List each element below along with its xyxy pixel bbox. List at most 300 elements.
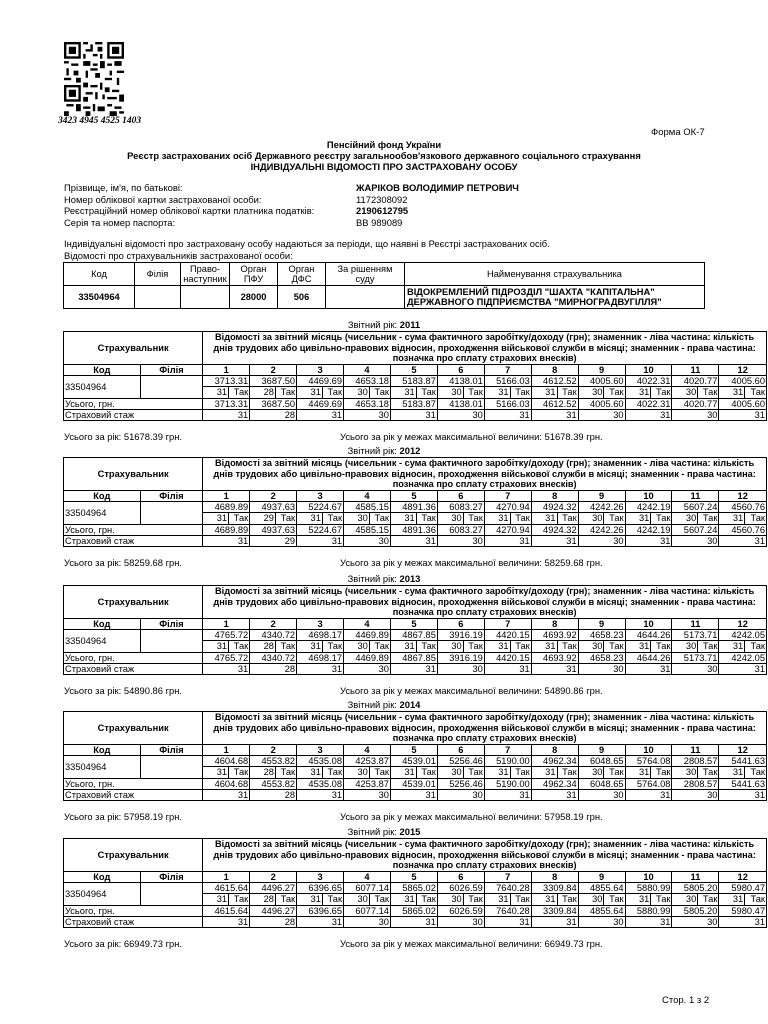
- year-total-value: 58259.68 грн.: [123, 557, 182, 568]
- month-stazh: 30: [437, 916, 484, 927]
- month-stazh: 30: [578, 409, 625, 420]
- month-header: 3: [297, 619, 344, 630]
- month-days: 29: [250, 513, 276, 524]
- month-sum: 5166.03: [484, 376, 531, 387]
- month-paid: Так: [275, 387, 296, 398]
- month-total: 5256.46: [437, 778, 484, 789]
- year-table: [63, 838, 767, 928]
- month-header: 9: [578, 491, 625, 502]
- month-days: 31: [625, 894, 651, 905]
- year-total-max-value: 57958.19 грн.: [544, 811, 603, 822]
- month-header: 5: [390, 872, 437, 883]
- month-days: 30: [437, 767, 463, 778]
- month-paid: Так: [369, 894, 390, 905]
- stazh-label: Страховий стаж: [64, 916, 203, 927]
- month-stazh: 31: [390, 916, 437, 927]
- month-days: 28: [250, 767, 276, 778]
- month-paid: Так: [698, 513, 719, 524]
- person-value: ВВ 989089: [356, 216, 403, 228]
- month-total: 4937.63: [250, 524, 297, 535]
- month-paid: Так: [510, 641, 531, 652]
- month-days: 31: [390, 767, 416, 778]
- month-days: 30: [578, 387, 604, 398]
- month-header: 1: [203, 365, 250, 376]
- month-sum: 4022.31: [625, 376, 672, 387]
- month-sum: 4585.15: [344, 502, 391, 513]
- insurer-header-row: [64, 263, 705, 286]
- month-total: 4962.34: [531, 778, 578, 789]
- month-stazh: 31: [297, 409, 344, 420]
- month-sum: 5173.71: [672, 630, 719, 641]
- month-total: 4496.27: [250, 905, 297, 916]
- month-sum: 5183.87: [390, 376, 437, 387]
- month-paid: Так: [416, 894, 437, 905]
- month-total: 4644.26: [625, 652, 672, 663]
- month-paid: Так: [416, 513, 437, 524]
- month-stazh: 31: [484, 916, 531, 927]
- month-stazh: 30: [578, 916, 625, 927]
- month-days: 31: [484, 767, 510, 778]
- month-stazh: 31: [484, 663, 531, 674]
- insurer-branch: [140, 756, 203, 778]
- month-days: 31: [484, 641, 510, 652]
- month-paid: Так: [745, 387, 767, 398]
- year-value: 2012: [399, 445, 421, 456]
- code-header: Код: [64, 365, 141, 376]
- page-number: Стор. 1 з 2: [662, 995, 710, 1006]
- info-header: Відомості за звітний місяць (чисельник - сума фактичного заробітку/доходу (грн); знаменник - ліва частина: кількість днів трудових або цивільно-правових відносин, проходження військової служби в місяці; знаменник - права частина: позначка про сплату страхових внесків): [203, 458, 767, 491]
- month-sum: 4612.52: [531, 376, 578, 387]
- month-sum: 4469.69: [297, 376, 344, 387]
- month-sum: 4553.82: [250, 756, 297, 767]
- code-header: Код: [64, 745, 141, 756]
- month-stazh: 31: [531, 916, 578, 927]
- month-days: 30: [437, 894, 463, 905]
- month-stazh: 30: [672, 535, 719, 546]
- month-days: 31: [390, 387, 416, 398]
- month-paid: Так: [275, 513, 296, 524]
- month-header: 8: [531, 365, 578, 376]
- month-paid: Так: [369, 641, 390, 652]
- month-days: 30: [672, 641, 698, 652]
- year-table: [63, 457, 767, 547]
- month-header: 1: [203, 619, 250, 630]
- month-paid: Так: [510, 387, 531, 398]
- qr-code: [64, 42, 124, 116]
- month-stazh: 30: [578, 789, 625, 800]
- month-paid: Так: [322, 767, 343, 778]
- month-days: 31: [719, 513, 745, 524]
- month-stazh: 28: [250, 409, 297, 420]
- month-stazh: 31: [625, 535, 672, 546]
- month-sum: 6396.65: [297, 883, 344, 894]
- stazh-label: Страховий стаж: [64, 789, 203, 800]
- month-sum: 4005.60: [719, 376, 767, 387]
- month-paid: Так: [698, 894, 719, 905]
- stazh-label: Страховий стаж: [64, 409, 203, 420]
- month-paid: Так: [463, 513, 484, 524]
- month-total: 4698.17: [297, 652, 344, 663]
- insurer-header: Страхувальник: [64, 332, 203, 365]
- month-paid: Так: [604, 387, 625, 398]
- month-days: 30: [344, 387, 370, 398]
- month-header: 4: [344, 872, 391, 883]
- code-header: Код: [64, 619, 141, 630]
- month-header: 10: [625, 872, 672, 883]
- month-stazh: 31: [719, 663, 767, 674]
- month-total: 4005.60: [719, 398, 767, 409]
- month-stazh: 30: [437, 663, 484, 674]
- month-stazh: 30: [578, 663, 625, 674]
- month-days: 31: [203, 894, 229, 905]
- month-days: 31: [297, 894, 323, 905]
- month-stazh: 31: [484, 789, 531, 800]
- month-sum: 4653.18: [344, 376, 391, 387]
- month-days: 28: [250, 894, 276, 905]
- insurer-branch: [135, 286, 181, 309]
- month-sum: 5805.20: [672, 883, 719, 894]
- month-sum: 5607.24: [672, 502, 719, 513]
- year-total-line: [64, 939, 182, 950]
- insurer-header-cell: Орган ДФС: [278, 263, 326, 286]
- month-sum: 4020.77: [672, 376, 719, 387]
- month-header: 1: [203, 491, 250, 502]
- insurer-code: 33504964: [64, 630, 141, 652]
- month-sum: 4496.27: [250, 883, 297, 894]
- month-stazh: 30: [344, 789, 391, 800]
- month-total: 5441.63: [719, 778, 767, 789]
- month-total: 4653.18: [344, 398, 391, 409]
- month-total: 4420.15: [484, 652, 531, 663]
- month-days: 30: [437, 641, 463, 652]
- month-paid: Так: [510, 513, 531, 524]
- month-stazh: 31: [390, 663, 437, 674]
- month-sum: 4604.68: [203, 756, 250, 767]
- month-total: 3309.84: [531, 905, 578, 916]
- month-sum: 4891.36: [390, 502, 437, 513]
- person-value: ЖАРІКОВ ВОЛОДИМИР ПЕТРОВИЧ: [356, 182, 519, 193]
- month-total: 6077.14: [344, 905, 391, 916]
- insurer-header-cell: За рішенням суду: [326, 263, 405, 286]
- month-sum: 5764.08: [625, 756, 672, 767]
- month-total: 4242.05: [719, 652, 767, 663]
- month-days: 31: [531, 767, 557, 778]
- month-header: 6: [437, 745, 484, 756]
- month-header: 4: [344, 491, 391, 502]
- month-sum: 4340.72: [250, 630, 297, 641]
- person-value: 1172308092: [356, 193, 408, 205]
- year-total-max-line: [340, 432, 603, 443]
- month-paid: Так: [229, 513, 250, 524]
- month-paid: Так: [369, 767, 390, 778]
- insurer-header: Страхувальник: [64, 839, 203, 872]
- month-paid: Так: [651, 767, 672, 778]
- year-table: [63, 711, 767, 801]
- note-periods: Індивідуальні відомості про застраховану особу надаються за періоди, що наявні в Реєстрі застрахованих осіб.: [64, 238, 550, 249]
- insurer-code: 33504964: [64, 883, 141, 905]
- insurer-row: [64, 286, 705, 309]
- month-sum: 4689.89: [203, 502, 250, 513]
- month-days: 31: [625, 767, 651, 778]
- year-total-line: [64, 812, 182, 823]
- month-header: 2: [250, 491, 297, 502]
- month-total: 4765.72: [203, 652, 250, 663]
- month-header: 7: [484, 365, 531, 376]
- month-header: 8: [531, 619, 578, 630]
- total-label: Усього, грн.: [64, 778, 203, 789]
- month-sum: 5865.02: [390, 883, 437, 894]
- month-total: 6026.59: [437, 905, 484, 916]
- month-days: 30: [437, 387, 463, 398]
- month-stazh: 30: [672, 409, 719, 420]
- month-header: 2: [250, 365, 297, 376]
- year-total-max-label: Усього за рік у межах максимальної величини:: [340, 938, 542, 949]
- month-paid: Так: [369, 387, 390, 398]
- year-table: [63, 585, 767, 675]
- year-value: 2014: [399, 699, 421, 710]
- month-paid: Так: [604, 767, 625, 778]
- month-stazh: 31: [203, 535, 250, 546]
- insurer-dfs: 506: [278, 286, 326, 309]
- month-days: 31: [625, 641, 651, 652]
- insurer-code: 33504964: [64, 286, 135, 309]
- month-sum: 6048.65: [578, 756, 625, 767]
- month-total: 4005.60: [578, 398, 625, 409]
- year-total-max-value: 54890.86 грн.: [544, 685, 603, 696]
- month-days: 30: [344, 894, 370, 905]
- month-total: 5173.71: [672, 652, 719, 663]
- month-sum: 4855.64: [578, 883, 625, 894]
- year-total-max-line: [340, 686, 603, 697]
- month-total: 4242.26: [578, 524, 625, 535]
- insurer-branch: [140, 630, 203, 652]
- month-header: 12: [719, 619, 767, 630]
- month-stazh: 31: [625, 409, 672, 420]
- month-sum: 2808.57: [672, 756, 719, 767]
- month-stazh: 30: [672, 916, 719, 927]
- month-total: 4867.85: [390, 652, 437, 663]
- total-label: Усього, грн.: [64, 652, 203, 663]
- code-header: Код: [64, 872, 141, 883]
- insurer-header: Страхувальник: [64, 458, 203, 491]
- year-title: [0, 446, 768, 457]
- month-header: 9: [578, 619, 625, 630]
- month-stazh: 31: [719, 789, 767, 800]
- month-days: 31: [531, 641, 557, 652]
- month-paid: Так: [745, 894, 767, 905]
- month-stazh: 30: [437, 789, 484, 800]
- month-header: 2: [250, 872, 297, 883]
- month-total: 3916.19: [437, 652, 484, 663]
- insurer-header-cell: Філія: [135, 263, 181, 286]
- month-days: 31: [390, 894, 416, 905]
- month-header: 8: [531, 745, 578, 756]
- month-sum: 4005.60: [578, 376, 625, 387]
- year-total-max-line: [340, 812, 603, 823]
- month-total: 4553.82: [250, 778, 297, 789]
- year-total-max-line: [340, 558, 603, 569]
- month-header: 3: [297, 872, 344, 883]
- month-days: 30: [672, 387, 698, 398]
- month-paid: Так: [275, 767, 296, 778]
- month-paid: Так: [463, 894, 484, 905]
- month-header: 10: [625, 619, 672, 630]
- month-stazh: 31: [625, 663, 672, 674]
- month-header: 12: [719, 872, 767, 883]
- month-days: 31: [484, 513, 510, 524]
- month-stazh: 28: [250, 916, 297, 927]
- month-sum: 3713.31: [203, 376, 250, 387]
- insurer-code: 33504964: [64, 756, 141, 778]
- month-total: 4469.89: [344, 652, 391, 663]
- month-days: 30: [344, 641, 370, 652]
- month-sum: 4535.08: [297, 756, 344, 767]
- month-days: 28: [250, 641, 276, 652]
- month-sum: 4270.94: [484, 502, 531, 513]
- month-total: 4689.89: [203, 524, 250, 535]
- month-sum: 4242.05: [719, 630, 767, 641]
- month-days: 30: [437, 513, 463, 524]
- month-total: 4891.36: [390, 524, 437, 535]
- month-header: 6: [437, 365, 484, 376]
- month-header: 12: [719, 491, 767, 502]
- month-paid: Так: [463, 387, 484, 398]
- month-stazh: 31: [531, 663, 578, 674]
- info-header: Відомості за звітний місяць (чисельник - сума фактичного заробітку/доходу (грн); знаменник - ліва частина: кількість днів трудових або цивільно-правових відносин, проходження військової служби в місяці; знаменник - права частина: позначка про сплату страхових внесків): [203, 839, 767, 872]
- month-days: 28: [250, 387, 276, 398]
- month-paid: Так: [416, 641, 437, 652]
- insurer-header: Страхувальник: [64, 712, 203, 745]
- year-total-value: 57958.19 грн.: [123, 811, 182, 822]
- stazh-label: Страховий стаж: [64, 663, 203, 674]
- person-label: Серія та номер паспорта:: [64, 216, 176, 228]
- total-label: Усього, грн.: [64, 905, 203, 916]
- month-total: 5166.03: [484, 398, 531, 409]
- person-value: 2190612795: [356, 205, 409, 216]
- year-total-value: 66949.73 грн.: [123, 938, 182, 949]
- month-header: 8: [531, 872, 578, 883]
- month-paid: Так: [698, 767, 719, 778]
- month-stazh: 31: [390, 535, 437, 546]
- month-total: 4658.23: [578, 652, 625, 663]
- month-paid: Так: [229, 767, 250, 778]
- month-days: 30: [672, 513, 698, 524]
- month-paid: Так: [698, 641, 719, 652]
- month-sum: 4867.85: [390, 630, 437, 641]
- person-label: Реєстраційний номер облікової картки платника податків:: [64, 205, 315, 216]
- year-total-label: Усього за рік:: [64, 685, 122, 696]
- month-sum: 4937.63: [250, 502, 297, 513]
- year-total-max-label: Усього за рік у межах максимальної величини:: [340, 431, 542, 442]
- year-prefix: Звітний рік:: [347, 319, 398, 330]
- month-total: 5980.47: [719, 905, 767, 916]
- insurer-header: Страхувальник: [64, 586, 203, 619]
- month-total: 5224.67: [297, 524, 344, 535]
- month-total: 4469.69: [297, 398, 344, 409]
- month-header: 5: [390, 745, 437, 756]
- branch-header: Філія: [140, 365, 203, 376]
- month-header: 10: [625, 365, 672, 376]
- month-stazh: 30: [672, 663, 719, 674]
- month-header: 9: [578, 365, 625, 376]
- month-header: 8: [531, 491, 578, 502]
- month-stazh: 30: [344, 409, 391, 420]
- person-label: Номер облікової картки застрахованої особи:: [64, 193, 262, 205]
- month-total: 4539.01: [390, 778, 437, 789]
- month-paid: Так: [698, 387, 719, 398]
- person-info: [64, 183, 704, 229]
- note-insurers: Відомості про страхувальників застрахованої особи:: [64, 250, 293, 261]
- month-days: 31: [531, 513, 557, 524]
- month-paid: Так: [557, 513, 578, 524]
- month-sum: 4644.26: [625, 630, 672, 641]
- month-header: 11: [672, 365, 719, 376]
- month-total: 4604.68: [203, 778, 250, 789]
- year-total-max-value: 66949.73 грн.: [544, 938, 603, 949]
- month-stazh: 31: [203, 409, 250, 420]
- info-header: Відомості за звітний місяць (чисельник - сума фактичного заробітку/доходу (грн); знаменник - ліва частина: кількість днів трудових або цивільно-правових відносин, проходження військової служби в місяці; знаменник - права частина: позначка про сплату страхових внесків): [203, 712, 767, 745]
- month-header: 12: [719, 365, 767, 376]
- month-total: 4560.76: [719, 524, 767, 535]
- month-days: 30: [672, 767, 698, 778]
- month-days: 31: [203, 641, 229, 652]
- month-stazh: 31: [484, 409, 531, 420]
- insurer-name: ВІДОКРЕМЛЕНИЙ ПІДРОЗДІЛ "ШАХТА "КАПІТАЛЬНА" ДЕРЖАВНОГО ПІДПРИЄМСТВА "МИРНОГРАДВУГІЛЛЯ": [405, 286, 705, 309]
- month-days: 31: [390, 513, 416, 524]
- month-days: 30: [578, 894, 604, 905]
- month-total: 4615.64: [203, 905, 250, 916]
- month-stazh: 31: [297, 663, 344, 674]
- month-sum: 4924.32: [531, 502, 578, 513]
- month-sum: 5224.67: [297, 502, 344, 513]
- month-total: 4585.15: [344, 524, 391, 535]
- month-header: 7: [484, 491, 531, 502]
- total-label: Усього, грн.: [64, 398, 203, 409]
- year-prefix: Звітний рік:: [347, 826, 397, 837]
- month-stazh: 31: [390, 409, 437, 420]
- month-paid: Так: [416, 767, 437, 778]
- month-header: 12: [719, 745, 767, 756]
- person-label: Прізвище, ім'я, по батькові:: [64, 182, 183, 193]
- month-sum: 4698.17: [297, 630, 344, 641]
- year-value: 2011: [399, 319, 421, 330]
- month-paid: Так: [510, 767, 531, 778]
- month-header: 5: [390, 365, 437, 376]
- month-stazh: 31: [203, 916, 250, 927]
- year-value: 2013: [399, 573, 421, 584]
- month-total: 5607.24: [672, 524, 719, 535]
- month-header: 2: [250, 745, 297, 756]
- month-stazh: 30: [344, 663, 391, 674]
- month-sum: 4242.26: [578, 502, 625, 513]
- month-total: 4693.92: [531, 652, 578, 663]
- insurer-header-cell: Право-наступник: [181, 263, 230, 286]
- branch-header: Філія: [140, 619, 203, 630]
- month-days: 30: [672, 894, 698, 905]
- month-stazh: 31: [625, 789, 672, 800]
- branch-header: Філія: [140, 872, 203, 883]
- month-total: 7640.28: [484, 905, 531, 916]
- month-paid: Так: [604, 641, 625, 652]
- month-header: 3: [297, 745, 344, 756]
- month-days: 31: [625, 513, 651, 524]
- page-title: ІНДИВІДУАЛЬНІ ВІДОМОСТІ ПРО ЗАСТРАХОВАНУ ОСОБУ: [250, 161, 518, 172]
- month-days: 30: [344, 767, 370, 778]
- month-stazh: 31: [531, 535, 578, 546]
- insurer-branch: [140, 502, 203, 524]
- month-header: 3: [297, 365, 344, 376]
- month-days: 31: [484, 894, 510, 905]
